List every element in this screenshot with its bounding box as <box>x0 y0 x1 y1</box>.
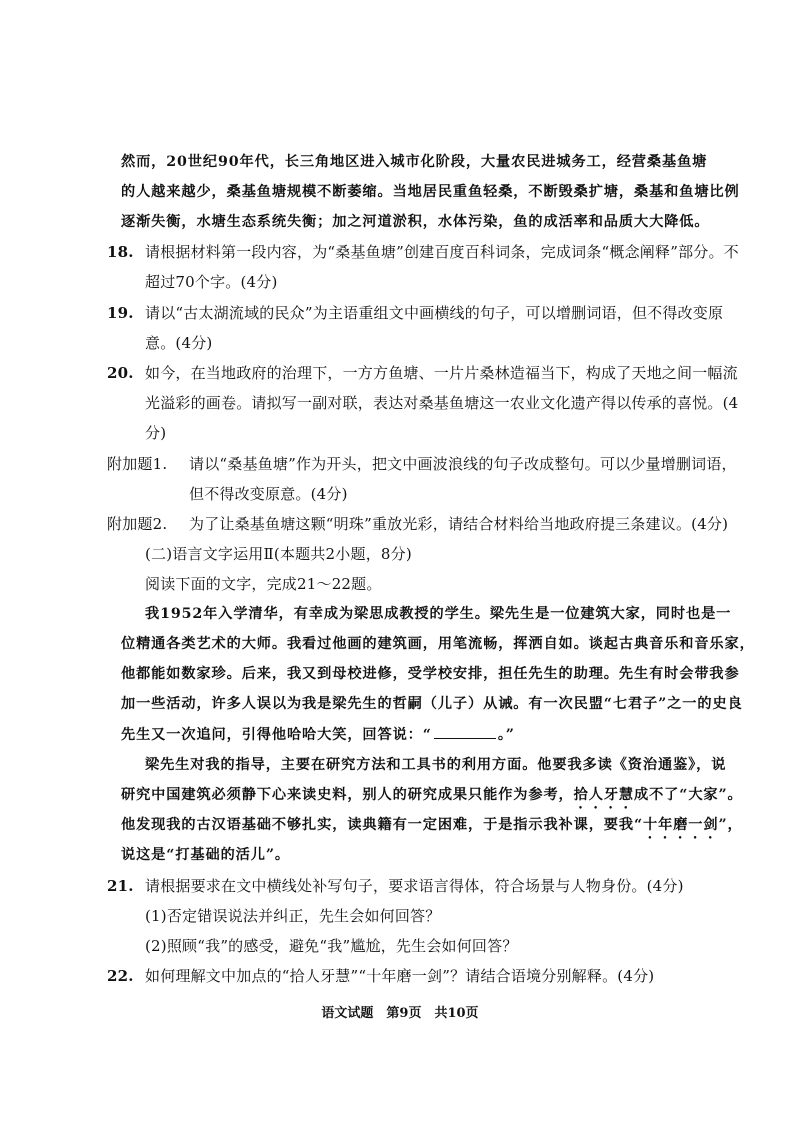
extra-question-text-line-1: 请以“桑基鱼塘”作为开头，把文中画波浪线的句子改成整句。可以少量增删词语， <box>189 455 737 473</box>
passage-b-line-8-start: 他发现我的古汉语基础不够扎实，读典籍有一定困难，于是指示我补课，要我“ <box>121 817 644 833</box>
question-text-line-2: 意。(4分) <box>145 334 213 352</box>
question-number: 21. <box>107 877 134 895</box>
extra-question-label: 附加题1. <box>107 455 168 473</box>
question-text-line-1: 如今，在当地政府的治理下，一方方鱼塘、一片片桑林造福当下，构成了天地之间一幅流 <box>145 364 738 382</box>
passage-b-line-3: 他都能如数家珍。后来，我又到母校进修，受学校安排，担任先生的助理。先生有时会带我参 <box>121 666 740 682</box>
question-number: 20. <box>107 364 134 382</box>
question-text-line-1: 如何理解文中加点的“拾人牙慧”“十年磨一剑”？请结合语境分别解释。(4分) <box>145 967 655 985</box>
question-text-line-1: 请根据材料第一段内容，为“桑基鱼塘”创建百度百科词条，完成词条“概念阐释”部分。不 <box>145 243 739 261</box>
question-text-line-2: 超过70个字。(4分) <box>145 273 278 291</box>
passage-b-line-8-end: ”， <box>718 817 743 833</box>
answer-blank[interactable] <box>434 724 496 739</box>
dotted-phrase: 十年磨一剑 <box>643 817 719 833</box>
passage-a-line-3: 逐渐失衡，水塘生态系统失衡；加之河道淤积，水体污染，鱼的成活率和品质大大降低。 <box>121 214 710 230</box>
question-number: 19. <box>107 304 134 322</box>
question-number: 18. <box>107 243 134 261</box>
passage-b-line-2: 位精通各类艺术的大师。我看过他画的建筑画，用笔流畅，挥洒自如。谈起古典音乐和音乐家， <box>121 636 755 652</box>
section-title: (二)语言文字运用Ⅱ(本题共2小题，8分) <box>145 545 412 563</box>
passage-b-line-5-end: 。” <box>497 727 515 743</box>
passage-b-line-6: 梁先生对我的指导，主要在研究方法和工具书的利用方面。他要我多读《资治通鉴》，说 <box>145 757 727 773</box>
question-text-line-1: 请以“古太湖流域的民众”为主语重组文中画横线的句子，可以增删词语，但不得改变原 <box>145 304 724 322</box>
passage-a-line-2: 的人越来越少，桑基鱼塘规模不断萎缩。当地居民重鱼轻桑，不断毁桑扩塘，桑基和鱼塘比例 <box>121 184 740 200</box>
passage-a-line-1: 然而，20世纪90年代，长三角地区进入城市化阶段，大量农民进城务工，经营桑基鱼塘 <box>121 154 708 170</box>
question-text-line-1: 请根据要求在文中横线处补写句子，要求语言得体，符合场景与人物身份。(4分) <box>145 877 684 895</box>
passage-b-line-8 <box>121 815 743 842</box>
page-footer: 语文试题 第9页 共10页 <box>321 1006 479 1021</box>
sub-question-1: (1)否定错误说法并纠正，先生会如何回答？ <box>145 907 441 925</box>
dotted-phrase: 拾人牙慧 <box>573 787 634 803</box>
question-text-line-3: 分) <box>145 424 167 442</box>
passage-b-line-7 <box>121 785 743 812</box>
passage-b-line-5-start: 先生又一次追问，引得他哈哈大笑，回答说：“ <box>121 727 432 743</box>
question-number: 22. <box>107 967 134 985</box>
passage-b-line-1: 我1952年入学清华，有幸成为梁思成教授的学生。梁先生是一位建筑大家，同时也是一 <box>145 606 732 622</box>
extra-question-text-line-2: 但不得改变原意。(4分) <box>189 485 348 503</box>
extra-question-label: 附加题2. <box>107 515 168 533</box>
passage-b-line-5 <box>121 724 515 745</box>
passage-b-line-4: 加一些活动，许多人误以为我是梁先生的哲嗣（儿子）从诫。有一次民盟“七君子”之一的史良 <box>121 696 743 712</box>
passage-b-line-7-end: 成不了“大家”。 <box>634 787 743 803</box>
question-text-line-2: 光溢彩的画卷。请拟写一副对联，表达对桑基鱼塘这一农业文化遗产得以传承的喜悦。(4 <box>145 394 739 412</box>
passage-b-line-7-start: 研究中国建筑必须静下心来读史料，别人的研究成果只能作为参考， <box>121 787 574 803</box>
section-instruction: 阅读下面的文字，完成21～22题。 <box>145 575 382 593</box>
passage-b-line-9: 说这是“打基础的活儿”。 <box>121 847 290 863</box>
extra-question-text-line-1: 为了让桑基鱼塘这颗“明珠”重放光彩，请结合材料给当地政府提三条建议。(4分) <box>189 515 729 533</box>
sub-question-2: (2)照顾“我”的感受，避免“我”尴尬，先生会如何回答？ <box>145 937 518 955</box>
